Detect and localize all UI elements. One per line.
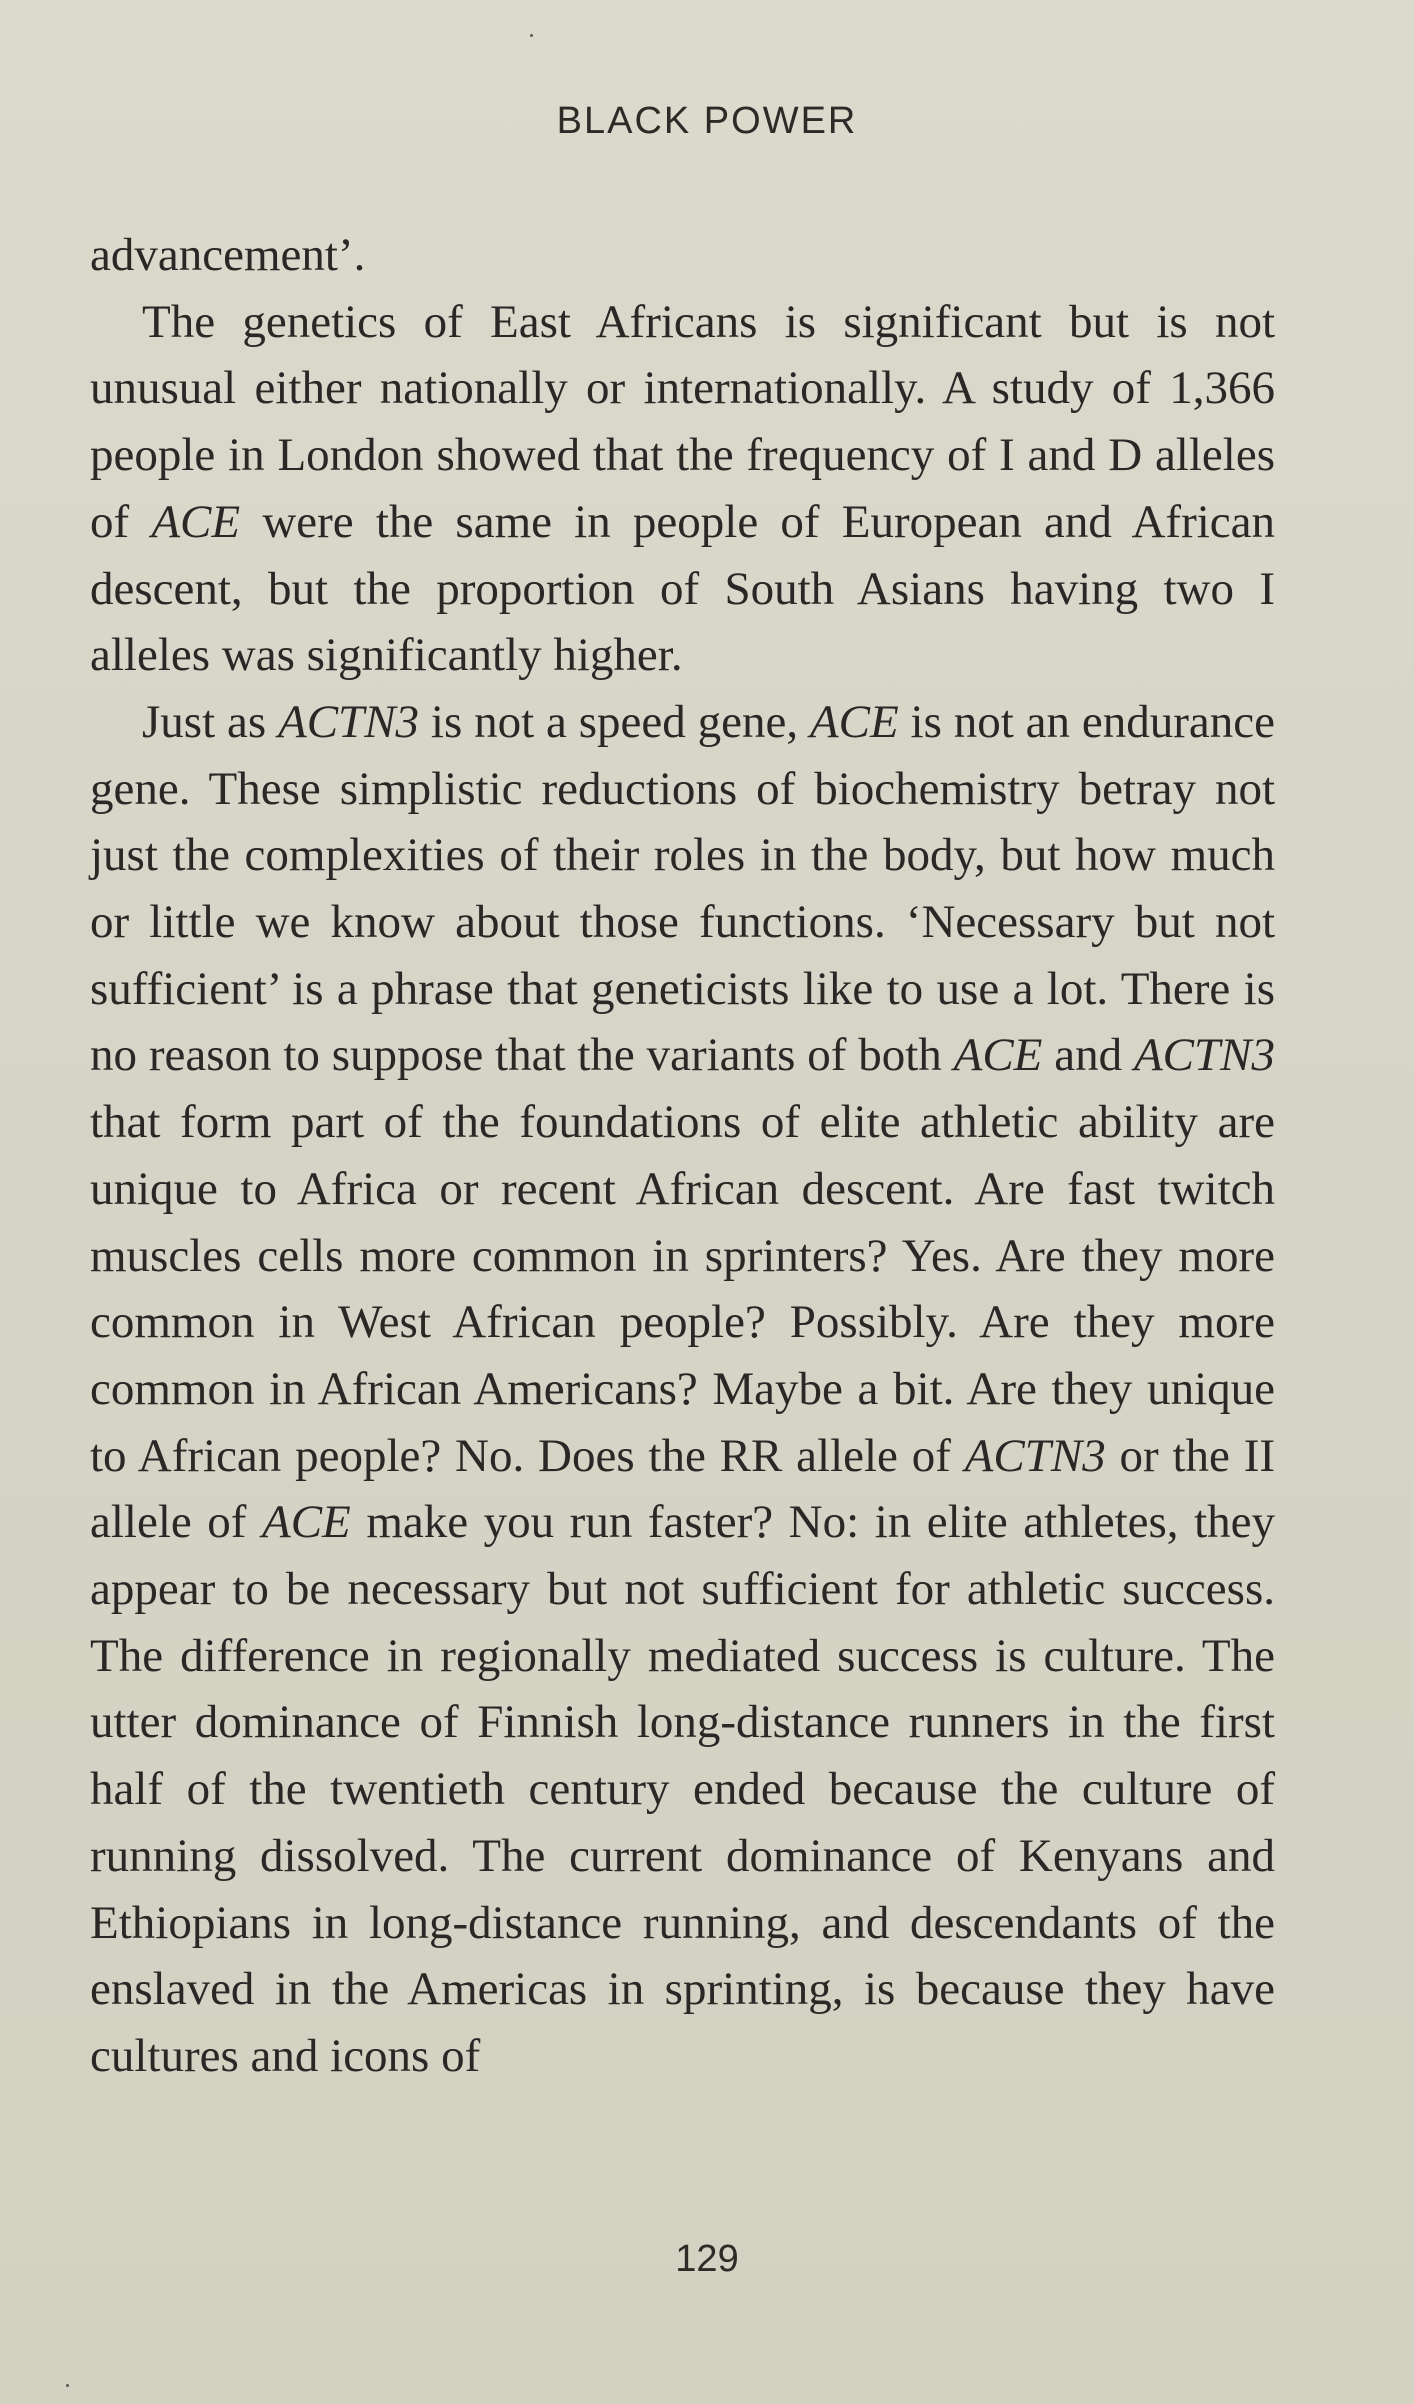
italic-term: ACTN3 — [964, 1429, 1106, 1482]
italic-term: ACTN3 — [1133, 1029, 1275, 1082]
italic-term: ACE — [151, 495, 241, 548]
paper-speck — [66, 2384, 69, 2387]
text-run: that form part of the foundations of elite athletic ability are unique to Africa or recent African descent. Are fast twitch muscles cells more common in sprinters? Yes. Are they more common in West African people? Possibly. Are they more common in African Americans? Maybe a bit. Are they unique to African people? No. Does the RR allele of — [90, 1096, 1275, 1482]
text-run: were the same in people of European and African descent, but the proportion of South Asians having two I alleles was significantly higher. — [90, 495, 1275, 682]
text-run: advancement’. — [90, 229, 366, 281]
running-head: BLACK POWER — [556, 100, 858, 142]
paper-speck — [530, 34, 533, 37]
paragraph — [90, 289, 1275, 689]
text-run: make you run faster? No: in elite athletes, they appear to be necessary but not sufficient for athletic success. The difference in regionally mediated success is culture. The utter dominance of Finnish long-distance runners in the first half of the twentieth century ended because the culture of running dissolved. The current dominance of Kenyans and Ethiopians in long-distance running, and descendants of the enslaved in the Americas in sprinting, is because they have cultures and icons of — [90, 1496, 1275, 2082]
page-number: 129 — [675, 2238, 739, 2280]
text-run: The genetics of East Africans is significant but is not unusual either nationally or internationally. A study of 1,366 people in London showed that the frequency of I and D alleles of — [90, 295, 1275, 548]
text-run: or the II allele of — [90, 1429, 1275, 1549]
text-run: and — [1042, 1029, 1134, 1082]
italic-term: ACE — [953, 1029, 1043, 1082]
italic-term: ACE — [809, 695, 899, 748]
paragraph — [90, 222, 1275, 289]
text-run: Just as — [142, 695, 278, 748]
body-text — [90, 222, 1275, 2090]
text-run: is not a speed gene, — [419, 695, 810, 748]
text-run: is not an endurance gene. These simplistic reductions of biochemistry betray not just the complexities of their roles in the body, but how much or little we know about those functions. ‘Necessary but not sufficient’ is a phrase that geneticists like to use a lot. There is no reason to suppose that the variants of both — [90, 695, 1275, 1082]
italic-term: ACTN3 — [278, 695, 420, 748]
paragraph — [90, 689, 1275, 2090]
italic-term: ACE — [262, 1496, 351, 1549]
